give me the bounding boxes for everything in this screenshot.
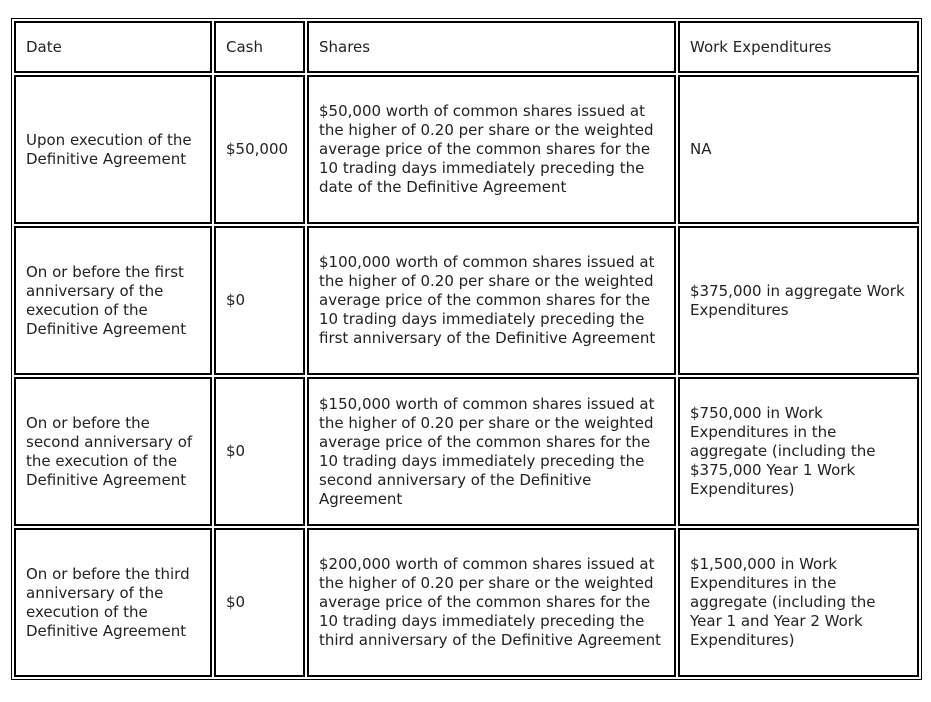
- cell-date: On or before the second anniversary of the execution of the Definitive Agreement: [14, 377, 212, 526]
- cell-date: On or before the third anniversary of the execution of the Definitive Agreement: [14, 528, 212, 677]
- cell-cash: $0: [214, 528, 305, 677]
- cell-date: On or before the first anniversary of the execution of the Definitive Agreement: [14, 226, 212, 375]
- cell-work-expenditures: $1,500,000 in Work Expenditures in the aggregate (including the Year 1 and Year 2 Work Expenditures): [678, 528, 919, 677]
- table-row: [14, 528, 919, 677]
- cell-date: Upon execution of the Definitive Agreement: [14, 75, 212, 224]
- payment-schedule: [11, 18, 918, 680]
- payment-schedule-table: [11, 18, 922, 680]
- cell-shares: $150,000 worth of common shares issued at the higher of 0.20 per share or the weighted average price of the common shares for the 10 trading days immediately preceding the second anniversary of the Definitive Agreement: [307, 377, 676, 526]
- cell-cash: $50,000: [214, 75, 305, 224]
- table-row: [14, 377, 919, 526]
- cell-work-expenditures: $750,000 in Work Expenditures in the aggregate (including the $375,000 Year 1 Work Expenditures): [678, 377, 919, 526]
- table-row: [14, 75, 919, 224]
- cell-shares: $50,000 worth of common shares issued at the higher of 0.20 per share or the weighted average price of the common shares for the 10 trading days immediately preceding the date of the Definitive Agreement: [307, 75, 676, 224]
- table-row: [14, 226, 919, 375]
- cell-shares: $100,000 worth of common shares issued at the higher of 0.20 per share or the weighted average price of the common shares for the 10 trading days immediately preceding the first anniversary of the Definitive Agreement: [307, 226, 676, 375]
- header-work-expenditures: Work Expenditures: [678, 21, 919, 73]
- cell-cash: $0: [214, 377, 305, 526]
- cell-cash: $0: [214, 226, 305, 375]
- cell-shares: $200,000 worth of common shares issued at the higher of 0.20 per share or the weighted average price of the common shares for the 10 trading days immediately preceding the third anniversary of the Definitive Agreement: [307, 528, 676, 677]
- cell-work-expenditures: NA: [678, 75, 919, 224]
- table-header-row: [14, 21, 919, 73]
- header-date: Date: [14, 21, 212, 73]
- cell-work-expenditures: $375,000 in aggregate Work Expenditures: [678, 226, 919, 375]
- header-shares: Shares: [307, 21, 676, 73]
- header-cash: Cash: [214, 21, 305, 73]
